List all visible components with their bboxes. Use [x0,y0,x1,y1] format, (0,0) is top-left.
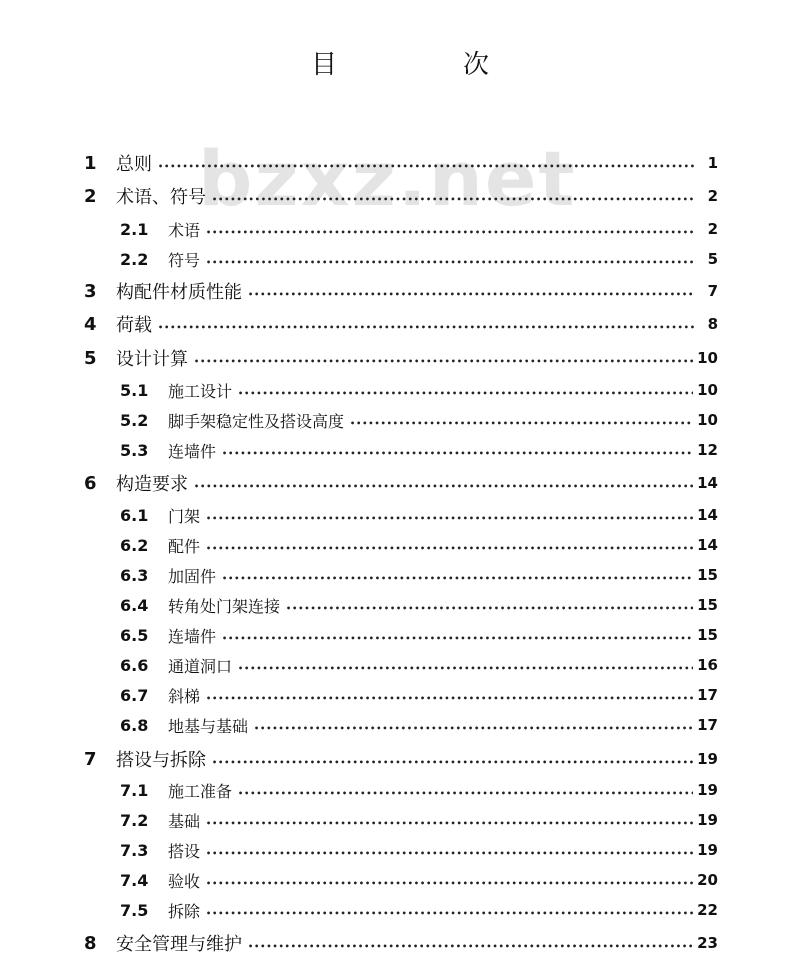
toc-entry-title: 地基与基础 [168,716,249,736]
toc-entry-page: 19 [697,841,718,859]
toc-entry-page: 17 [697,716,718,734]
toc-entry-page: 10 [697,411,718,429]
toc-entry-number: 3 [84,280,97,302]
toc-leader-dots [206,901,693,920]
toc-entry-page: 22 [697,901,718,919]
toc-entry-title: 设计计算 [116,349,188,370]
toc-entry-title: 转角处门架连接 [168,596,281,616]
toc-entry[interactable] [120,560,718,590]
toc-leader-dots [254,716,693,735]
toc-entry[interactable] [84,744,718,774]
toc-leader-dots [158,314,694,335]
toc-entry-page: 2 [707,187,718,205]
toc-leader-dots [206,506,693,525]
toc-entry-number: 2.1 [120,219,149,239]
toc-leader-dots [222,441,693,460]
toc-entry-page: 19 [697,811,718,829]
toc-entry[interactable] [120,650,718,680]
toc-entry[interactable] [84,181,718,211]
toc-leader-dots [194,473,693,494]
toc-entry-page: 5 [707,250,718,268]
toc-entry-page: 10 [697,349,718,367]
toc-entry-page: 20 [697,871,718,889]
toc-entry-number: 6.4 [120,595,149,615]
toc-entry-title: 拆除 [168,901,201,921]
toc-entry[interactable] [120,590,718,620]
toc-leader-dots [212,749,693,770]
toc-entry-number: 6.6 [120,655,149,675]
toc-entry-title: 搭设 [168,841,201,861]
toc-entry[interactable] [120,710,718,740]
toc-entry[interactable] [84,928,718,958]
toc-entry-number: 2.2 [120,249,149,269]
toc-leader-dots [158,153,694,174]
toc-entry[interactable] [120,805,718,835]
toc-leader-dots [206,811,693,830]
toc-leader-dots [212,186,694,207]
toc-entry-title: 验收 [168,871,201,891]
toc-entry-page: 7 [707,282,718,300]
toc-entry-page: 1 [707,154,718,172]
toc-entry-page: 15 [697,566,718,584]
toc-entry[interactable] [84,148,718,178]
toc-entry[interactable] [120,500,718,530]
toc-leader-dots [194,348,693,369]
toc-entry-page: 10 [697,381,718,399]
toc-entry[interactable] [120,375,718,405]
toc-entry-number: 6.3 [120,565,149,585]
toc-leader-dots [206,220,694,239]
toc-entry[interactable] [120,835,718,865]
toc-entry-page: 14 [697,474,718,492]
toc-entry-number: 5.1 [120,380,149,400]
toc-leader-dots [206,841,693,860]
toc-leader-dots [206,686,693,705]
toc-leader-dots [206,250,694,269]
toc-entry-number: 7.3 [120,840,149,860]
toc-entry-page: 16 [697,656,718,674]
toc-entry-page: 15 [697,626,718,644]
toc-entry-page: 14 [697,506,718,524]
toc-entry-title: 构造要求 [116,474,188,495]
toc-entry-title: 加固件 [168,566,217,586]
toc-entry-title: 搭设与拆除 [116,750,206,771]
toc-entry[interactable] [120,865,718,895]
toc-entry-number: 6.1 [120,505,149,525]
toc-entry[interactable] [120,620,718,650]
toc-entry-title: 基础 [168,811,201,831]
toc-entry-number: 8 [84,932,97,954]
toc-entry-title: 配件 [168,536,201,556]
toc-leader-dots [238,656,693,675]
toc-entry-number: 7.4 [120,870,149,890]
toc-entry-number: 4 [84,313,97,335]
toc-entry[interactable] [120,775,718,805]
toc-entry-title: 门架 [168,506,201,526]
toc-entry[interactable] [120,530,718,560]
toc-entry-page: 14 [697,536,718,554]
toc-entry-number: 6.5 [120,625,149,645]
toc-entry-page: 17 [697,686,718,704]
toc-entry-number: 6 [84,472,97,494]
toc-entry[interactable] [84,343,718,373]
toc-entry[interactable] [84,309,718,339]
toc-entry[interactable] [120,244,718,274]
toc-entry-title: 总则 [116,154,152,175]
toc-entry-title: 安全管理与维护 [116,934,242,955]
toc-entry-title: 术语、符号 [116,187,206,208]
toc-leader-dots [222,626,693,645]
toc-leader-dots [222,566,693,585]
toc-entry[interactable] [120,405,718,435]
toc-entry-number: 2 [84,185,97,207]
watermark: bzxz.net [198,134,577,223]
toc-entry-number: 7.1 [120,780,149,800]
toc-entry-title: 斜梯 [168,686,201,706]
toc-entry[interactable] [120,214,718,244]
toc-entry-title: 施工准备 [168,781,233,801]
toc-leader-dots [248,281,694,302]
toc-entry[interactable] [120,435,718,465]
toc-entry-number: 6.7 [120,685,149,705]
toc-entry-number: 5 [84,347,97,369]
toc-entry-page: 12 [697,441,718,459]
toc-entry-number: 5.3 [120,440,149,460]
toc-entry-page: 19 [697,750,718,768]
toc-entry-page: 15 [697,596,718,614]
toc-entry-number: 5.2 [120,410,149,430]
toc-entry-number: 6.8 [120,715,149,735]
toc-entry-title: 术语 [168,220,201,240]
toc-entry-number: 7 [84,748,97,770]
toc-leader-dots [286,596,693,615]
toc-entry-number: 7.2 [120,810,149,830]
toc-entry-title: 荷载 [116,315,152,336]
toc-entry[interactable] [120,680,718,710]
page-title: 目 次 [310,50,539,80]
toc-leader-dots [206,536,693,555]
toc-entry[interactable] [84,468,718,498]
toc-leader-dots [350,411,693,430]
toc-entry-title: 连墙件 [168,441,217,461]
toc-entry-number: 1 [84,152,97,174]
toc-entry-number: 6.2 [120,535,149,555]
toc-entry-page: 2 [707,220,718,238]
toc-entry-page: 19 [697,781,718,799]
toc-entry[interactable] [120,895,718,925]
toc-entry-title: 符号 [168,250,201,270]
toc-entry-page: 8 [707,315,718,333]
toc-leader-dots [248,933,693,954]
toc-entry[interactable] [84,276,718,306]
toc-entry-title: 通道洞口 [168,656,233,676]
toc-leader-dots [238,381,693,400]
toc-entry-title: 施工设计 [168,381,233,401]
toc-entry-title: 脚手架稳定性及搭设高度 [168,411,345,431]
toc-entry-title: 构配件材质性能 [116,282,242,303]
toc-leader-dots [206,871,693,890]
toc-entry-page: 23 [697,934,718,952]
toc-entry-number: 7.5 [120,900,149,920]
toc-leader-dots [238,781,693,800]
toc-entry-title: 连墙件 [168,626,217,646]
